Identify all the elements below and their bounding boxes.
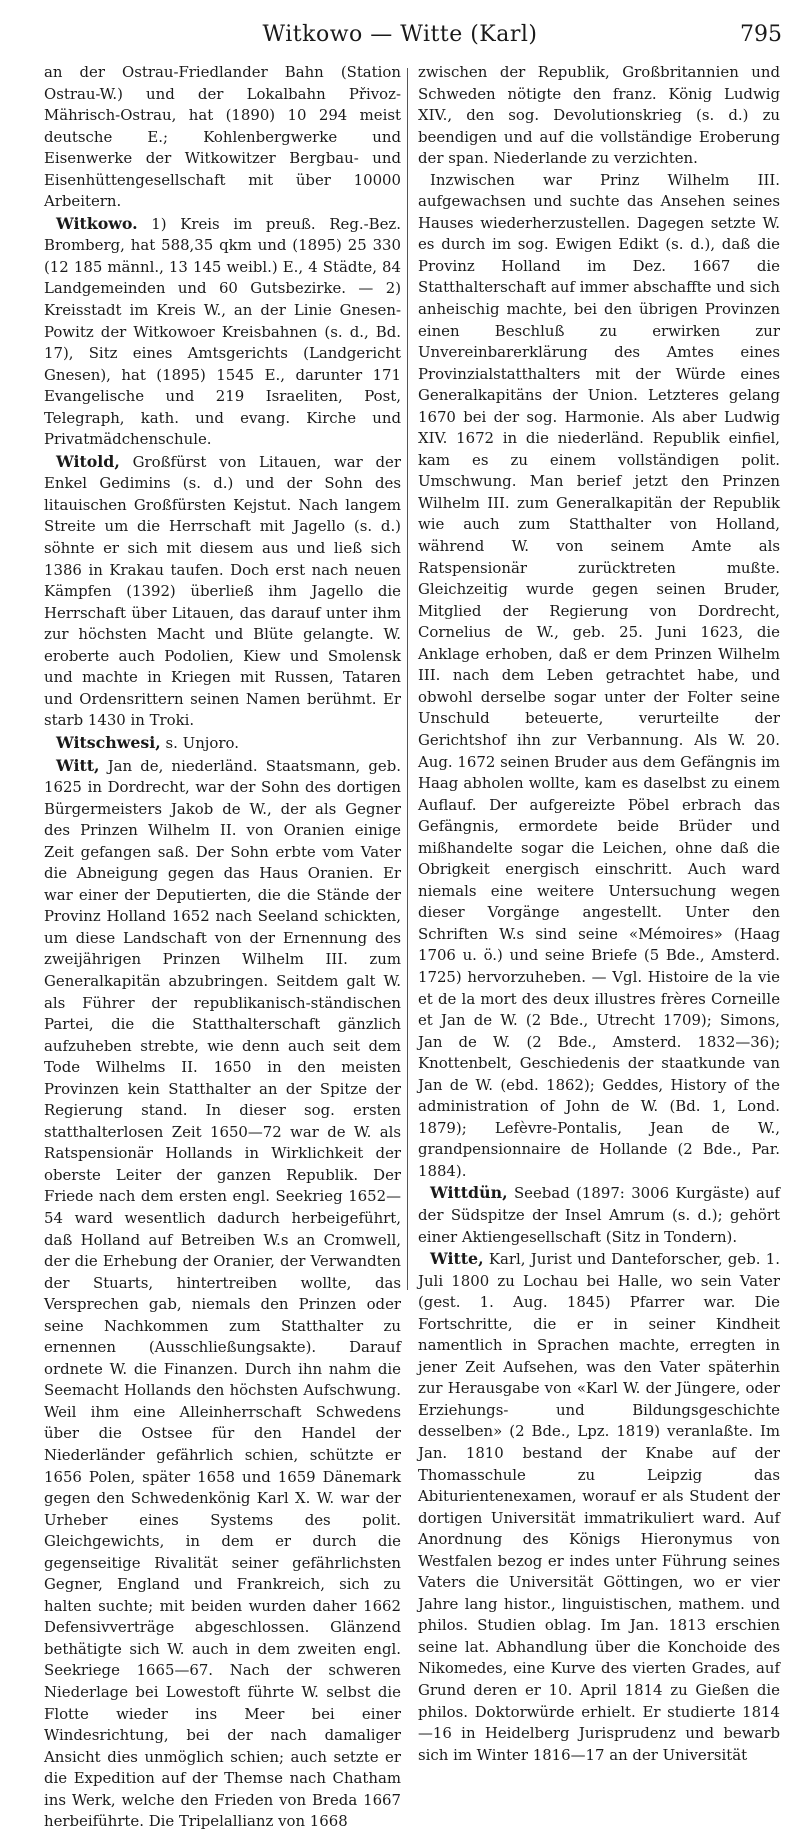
right-column xyxy=(418,62,780,1766)
entry-text: Inzwischen war Prinz Wilhelm III. aufgewachsen und suchte das Ansehen seines Hauses wiederherzustellen. Dagegen setzte W. es durch im sog. Ewigen Edikt (s. d.), daß die Provinz Holland im Dez. 1667 die Statthalterschaft auf immer abschaffte und sich anheischig machte, bei den übrigen Provinzen einen Beschluß zu erwirken zur Unvereinbarerklärung des Amtes eines Provinzialstatthalters mit der Würde eines Generalkapitäns der Union. Letzteres gelang 1670 bei der sog. Harmonie. Als aber Ludwig XIV. 1672 in die niederländ. Republik einfiel, kam es zu einem vollständigen polit. Umschwung. Man berief jetzt den Prinzen Wilhelm III. zum Generalkapitän der Republik wie auch zum Statthalter von Holland, während W. von seinem Amte als Ratspensionär zurücktreten mußte. Gleichzeitig wurde gegen seinen Bruder, Mitglied der Regierung von Dordrecht, Cornelius de W., geb. 25. Juni 1623, die Anklage erhoben, daß er dem Prinzen Wilhelm III. nach dem Leben getrachtet habe, und obwohl derselbe sogar unter der Folter seine Unschuld beteuerte, verurteilte der Gerichtshof ihn zur Verbannung. Als W. 20. Aug. 1672 seinen Bruder aus dem Gefängnis im Haag abholen wollte, kam es daselbst zu einem Auflauf. Der aufgereizte Pöbel erbrach das Gefängnis, ermordete beide Brüder und mißhandelte sogar die Leichen, ohne daß die Obrigkeit energisch einschritt. Auch ward niemals eine weitere Untersuchung wegen dieser Vorgänge angestellt. Unter den Schriften W.s sind seine «Mémoires» (Haag 1706 u. ö.) und seine Briefe (5 Bde., Amsterd. 1725) hervorzuheben. — Vgl. Histoire de la vie et de la mort des deux illustres frères Corneille et Jan de W. (2 Bde., Utrecht 1709); Simons, Jan de W. (2 Bde., Amsterd. 1832—36); Knottenbelt, Geschiedenis der staatkunde van Jan de W. (ebd. 1862); Geddes, History of the administration of John de W. (Bd. 1, Lond. 1879); Lefèvre-Pontalis, Jean de W., grandpensionnaire de Hollande (2 Bde., Par. 1884). xyxy=(418,170,780,1180)
entry-text: Jan de, niederländ. Staatsmann, geb. 1625 in Dordrecht, war der Sohn des dortigen Bürgermeisters Jakob de W., der als Gegner des Prinzen Wilhelm II. von Oranien einige Zeit gefangen saß. Der Sohn erbte vom Vater die Abneigung gegen das Haus Oranien. Er war einer der Deputierten, die die Stände der Provinz Holland 1652 nach Seeland schickten, um diese Landschaft von der Ernennung des zweijährigen Prinzen Wilhelm III. zum Generalkapitän abzubringen. Seitdem galt W. als Führer der republikanisch-ständischen Partei, die die Statthalterschaft gänzlich aufzuheben strebte, wie denn auch seit dem Tode Wilhelms II. 1650 in den meisten Provinzen kein Statthalter an der Spitze der Regierung stand. In dieser sog. ersten statthalterlosen Zeit 1650—72 war de W. als Ratspensionär Hollands in Wirklichkeit der oberste Leiter der ganzen Republik. Der Friede nach dem ersten engl. Seekrieg 1652—54 ward wesentlich dadurch herbeigeführt, daß Holland auf Betreiben W.s an Cromwell, der die Erhebung der Oranier, der Verwandten der Stuarts, hintertreiben wollte, das Versprechen gab, niemals den Prinzen oder seine Nachkommen zum Statthalter zu ernennen (Ausschließungsakte). Darauf ordnete W. die Finanzen. Durch ihn nahm die Seemacht Hollands den höchsten Aufschwung. Weil ihm eine Alleinherrschaft Schwedens über die Ostsee für den Handel der Niederländer gefährlich schien, schützte er 1656 Polen, später 1658 und 1659 Dänemark gegen den Schwedenkönig Karl X. W. war der Urheber eines Systems des polit. Gleichgewichts, in dem er durch die gegenseitige Rivalität seiner gefährlichsten Gegner, England und Frankreich, sich zu halten suchte; mit beiden wurden daher 1662 Defensivverträge abgeschlossen. Glänzend bethätigte sich W. auch in dem zweiten engl. Seekriege 1665—67. Nach der schweren Niederlage bei Lowestoft führte W. selbst die Flotte wieder ins Meer bei einer Windesrichtung, bei der nach damaliger Ansicht dies unmöglich schien; auch setzte er die Expedition auf der Themse nach Chatham ins Werk, welche den Frieden von Breda 1667 herbeiführte. Die Tripelallianz von 1668 xyxy=(44,756,401,1831)
entry-continuation xyxy=(44,62,401,213)
entry-text: Großfürst von Litauen, war der Enkel Gedimins (s. d.) und der Sohn des litauischen Großfürsten Kejstut. Nach langem Streite um die Herrschaft mit Jagello (s. d.) söhnte er sich mit diesem aus und ließ sich 1386 in Krakau taufen. Doch erst nach neuen Kämpfen (1392) überließ ihm Jagello die Herrschaft über Litauen, das darauf unter ihm zur höchsten Macht und Blüte gelangte. W. eroberte auch Podolien, Kiew und Smolensk und machte in Kriegen mit Russen, Tataren und Ordensrittern seinen Namen berühmt. Er starb 1430 in Troki. xyxy=(44,452,401,730)
page-header xyxy=(0,0,800,58)
entry-lemma: Witold, xyxy=(56,451,120,471)
entry-lemma: Witte, xyxy=(430,1249,484,1269)
entry-text: an der Ostrau-Friedlander Bahn (Station Ostrau-W.) und der Lokalbahn Přivoz-Mährisch-Ostrau, hat (1890) 10 294 meist deutsche E.; Kohlenbergwerke und Eisenwerke der Witkowitzer Bergbau- und Eisenhüttengesellschaft mit über 10000 Arbeitern. xyxy=(44,63,401,211)
entry-text: zwischen der Republik, Großbritannien und Schweden nötigte den franz. König Ludwig XIV., den sog. Devolutionskrieg (s. d.) zu beendigen und auf die vollständige Eroberung der span. Niederlande zu verzichten. xyxy=(418,63,780,168)
entry-text: Karl, Jurist und Danteforscher, geb. 1. Juli 1800 zu Lochau bei Halle, wo sein Vater (gest. 1. Aug. 1845) Pfarrer war. Die Fortschritte, die er in seiner Kindheit namentlich in Sprachen machte, erregten in jener Zeit Aufsehen, was den Vater späterhin zur Herausgabe von «Karl W. der Jüngere, oder Erziehungs- und Bildungsgeschichte desselben» (2 Bde., Lpz. 1819) veranlaßte. Im Jan. 1810 bestand der Knabe auf der Thomasschule zu Leipzig das Abiturientenexamen, worauf er als Student der dortigen Universität immatrikuliert ward. Auf Anordnung des Königs Hieronymus von Westfalen bezog er indes unter Führung seines Vaters die Universität Göttingen, wo er vier Jahre lang histor., linguistischen, mathem. und philos. Studien oblag. Im Jan. 1813 erschien seine lat. Abhandlung über die Konchoide des Nikomedes, eine Kurve des vierten Grades, auf Grund deren er 10. April 1814 zu Gießen die philos. Doktorwürde erhielt. Er studierte 1814—16 in Heidelberg Jurisprudenz und bewarb sich im Winter 1816—17 an der Universität xyxy=(418,1250,780,1764)
entry-lemma: Wittdün, xyxy=(430,1183,508,1203)
column-divider xyxy=(407,68,408,1290)
entry-wittduen xyxy=(418,1182,780,1248)
entry-text: 1) Kreis im preuß. Reg.-Bez. Bromberg, hat 588,35 qkm und (1895) 25 330 (12 185 männl., 13 145 weibl.) E., 4 Städte, 84 Landgemeinden und 60 Gutsbezirke. — 2) Kreisstadt im Kreis W., an der Linie Gnesen-Powitz der Witkowoer Kreisbahnen (s. d., Bd. 17), Sitz eines Amtsgerichts (Landgericht Gnesen), hat (1895) 1545 E., darunter 171 Evangelische und 219 Israeliten, Post, Telegraph, kath. und evang. Kirche und Privatmädchenschule. xyxy=(44,214,401,449)
entry-text: Seebad (1897: 3006 Kurgäste) auf der Südspitze der Insel Amrum (s. d.); gehört einer Aktiengesellschaft (Sitz in Tondern). xyxy=(418,1184,780,1246)
entry-text: s. Unjoro. xyxy=(160,733,239,752)
page-number: 795 xyxy=(740,22,782,47)
entry-continuation xyxy=(418,62,780,170)
running-title: Witkowo — Witte (Karl) xyxy=(262,22,538,47)
entry-witte xyxy=(418,1248,780,1766)
entry-lemma: Witschwesi, xyxy=(56,732,161,752)
left-column xyxy=(44,62,401,1833)
entry-lemma: Witkowo. xyxy=(56,213,138,233)
entry-witold xyxy=(44,451,401,732)
entry-witkowo xyxy=(44,213,401,451)
entry-witschwesi xyxy=(44,732,401,755)
entry-witt-continued xyxy=(418,170,780,1183)
entry-lemma: Witt, xyxy=(56,755,100,775)
entry-witt xyxy=(44,755,401,1833)
